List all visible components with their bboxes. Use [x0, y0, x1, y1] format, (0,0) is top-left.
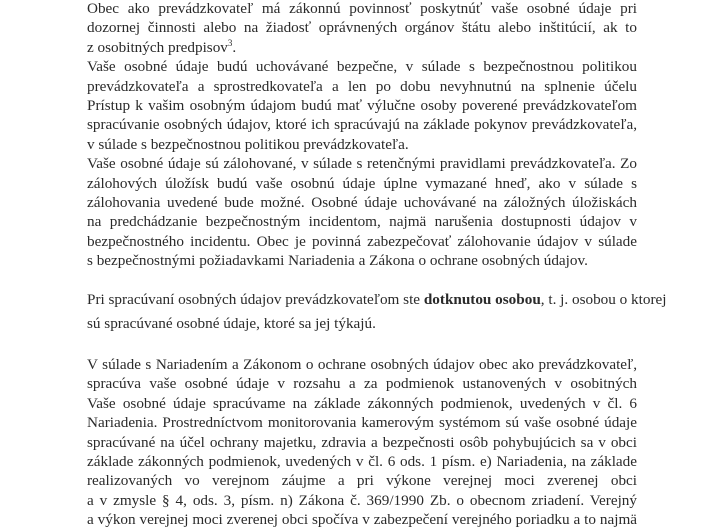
paragraph-legal-basis	[87, 355, 637, 530]
text-line: základe zákonných podmienok, uvedených v čl. 6 ods. 1 písm. e) Nariadenia, na základe	[87, 453, 637, 470]
text-line: zálohovania uvedené bude možné. Osobné údaje uchovávané na záložných úložiskách	[87, 193, 637, 211]
paragraph-legal-obligation	[87, 0, 637, 57]
text-line: Vaše osobné údaje budú uchovávané bezpečne, v súlade s bezpečnostnou politikou	[87, 58, 637, 76]
text-line: realizovaných vo verejnom záujme a pri výkone verejnej moci zverenej obci	[87, 472, 637, 490]
text-line: Vaše osobné údaje spracúvame na základe zákonných podmienok, uvedených v čl. 6	[87, 394, 637, 412]
paragraph-spacer	[87, 270, 637, 290]
document-page	[87, 0, 667, 530]
text-line: s bezpečnostnými požiadavkami Nariadenia a Zákona o ochrane osobných údajov.	[87, 252, 588, 270]
text-segment: , t. j. osobou o ktorej	[540, 291, 667, 309]
text-line: zálohových úložísk budú vaše osobnú údaje úplne vymazané hneď, ako v súlade s	[87, 174, 637, 192]
text-line: v súlade s bezpečnostnou politikou prevádzkovateľa.	[87, 135, 409, 153]
paragraph-secure-storage	[87, 57, 637, 154]
text-line: spracúvané na účel ochrany majetku, zdravia a bezpečnosti osôb pohybujúcich sa v obci	[87, 433, 637, 451]
text-line: spracúva vaše osobné údaje v rozsahu a za podmienok ustanovených v osobitných	[87, 375, 637, 393]
text-segment: z osobitných predpisov	[87, 38, 228, 56]
text-segment: .	[232, 38, 237, 56]
text-line: Nariadenia. Prostredníctvom monitorovania kamerovým systémom sú vaše osobné údaje	[87, 414, 637, 432]
paragraph-data-subject	[87, 290, 667, 333]
text-line: sú spracúvané osobné údaje, ktoré sa jej týkajú.	[87, 314, 376, 332]
text-line	[87, 38, 637, 57]
text-line: Obec ako prevádzkovateľ má zákonnú povinnosť poskytnúť vaše osobné údaje pri	[87, 0, 637, 17]
text-line: na predchádzanie bezpečnostným incidentom, najmä narušenia dostupnosti údajov v	[87, 213, 637, 231]
text-line: Vaše osobné údaje sú zálohované, v súlade s retenčnými pravidlami prevádzkovateľa. Zo	[87, 155, 637, 173]
text-line: spracúvanie osobných údajov, ktoré ich spracúvajú na základe pokynov prevádzkovateľa,	[87, 116, 637, 134]
text-line: a v zmysle § 4, ods. 3, písm. n) Zákona č. 369/1990 Zb. o obecnom zriadení. Verejný	[87, 491, 637, 509]
text-line: a výkon verejnej moci zverenej obci spočíva v zabezpečení verejného poriadku a to najmä	[87, 511, 637, 529]
text-line: Prístup k vašim osobným údajom budú mať výlučne osoby poverené prevádzkovateľom	[87, 96, 637, 114]
text-line	[87, 290, 667, 309]
text-segment: Pri spracúvaní osobných údajov prevádzkovateľom ste	[87, 291, 424, 309]
footnote-reference[interactable]: 3	[227, 37, 233, 48]
paragraph-backups	[87, 154, 637, 270]
emphasis-data-subject: dotknutou osobou	[423, 291, 541, 309]
text-line: dozornej činnosti alebo na žiadosť oprávnených orgánov štátu alebo inštitúcií, ak to	[87, 19, 637, 37]
text-line: V súlade s Nariadením a Zákonom o ochrane osobných údajov obec ako prevádzkovateľ,	[87, 356, 637, 374]
text-line: bezpečnostného incidentu. Obec je povinná zabezpečovať zálohovanie údajov v súlade	[87, 232, 637, 250]
text-line: prevádzkovateľa a sprostredkovateľa a len po dobu nevyhnutnú na splnenie účelu	[87, 77, 637, 95]
paragraph-spacer	[87, 333, 637, 355]
